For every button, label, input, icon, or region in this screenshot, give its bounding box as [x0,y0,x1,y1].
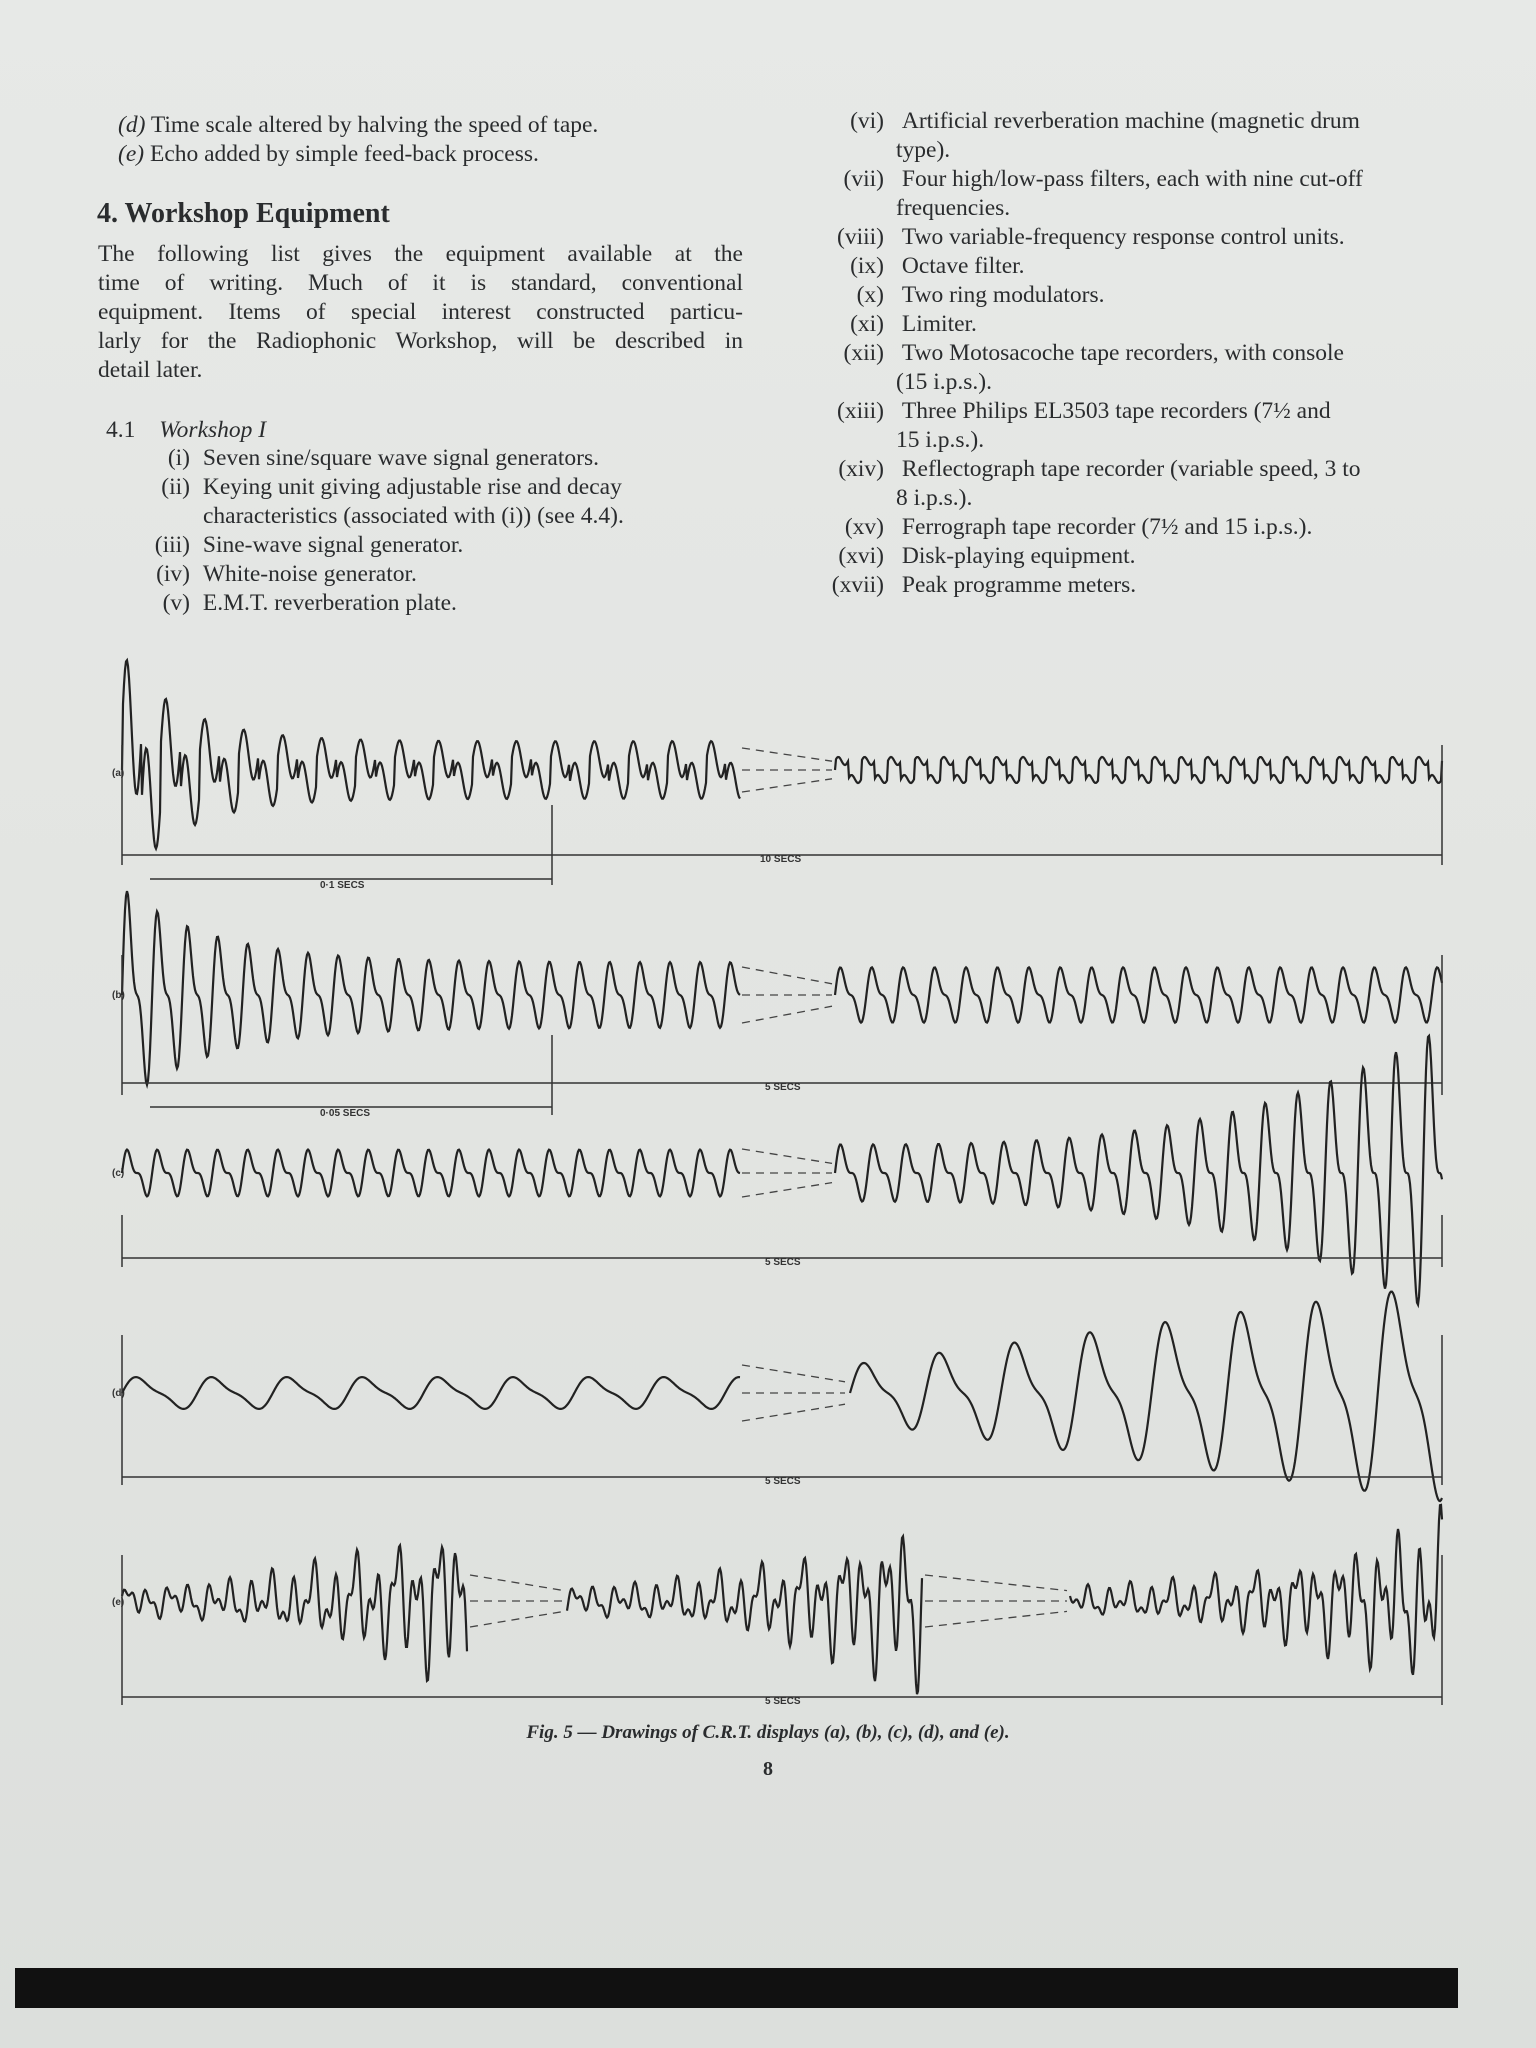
list-item [820,252,1025,281]
figure-caption: Fig. 5 — Drawings of C.R.T. displays (a), (b), (c), (d), and (e). [526,1722,1010,1743]
list-text: Keying unit giving adjustable rise and decay [202,474,622,500]
item-marker: (e) [118,141,145,167]
list-number: (iv) [156,561,190,587]
list-text: Two Motosacoche tape recorders, with console [901,340,1344,366]
waveform-trace [122,1292,1442,1502]
list-number: (viii) [837,224,884,250]
panel-label: (d) [112,1388,125,1399]
list-number: (xiv) [838,456,884,482]
list-text-continuation: 8 i.p.s.). [896,485,973,511]
list-number: (ii) [161,474,190,500]
list-number: (x) [856,282,884,308]
list-number: (xv) [844,514,884,540]
list-text: Peak programme meters. [901,572,1137,598]
page-edge-bar [15,1968,1458,2008]
subsection-number: 4.1 [106,417,136,443]
list-item [820,281,1105,310]
list-text: Four high/low-pass filters, each with nine cut-off [901,166,1363,192]
list-item [820,339,1344,368]
list-number: (v) [162,590,190,616]
crt-panel-b [112,891,1442,1119]
intro-paragraph [98,240,743,385]
list-text: Reflectograph tape recorder (variable speed, 3 to [901,456,1361,482]
short-scale-label: 0·1 SECS [320,880,365,891]
crt-panel-e [112,1505,1442,1707]
list-text: Limiter. [901,311,977,337]
intro-line: detail later. [98,357,203,383]
crt-panel-c [112,1036,1442,1305]
intro-line: time of writing. Much of it is standard, conventional [98,270,743,296]
panel-label: (e) [112,1597,125,1608]
list-text: Artificial reverberation machine (magnetic drum [901,108,1360,134]
list-number: (xvii) [831,572,884,598]
intro-line: equipment. Items of special interest constructed particu- [98,299,743,325]
list-number: (xvi) [838,543,884,569]
list-text: White-noise generator. [202,561,417,587]
list-number: (vi) [850,108,884,134]
long-scale-label: 10 SECS [760,854,802,865]
page-number: 8 [763,1758,773,1780]
list-item [820,165,1363,194]
waveform-trace [122,1505,1442,1694]
list-number: (vii) [843,166,884,192]
long-scale-label: 5 SECS [765,1476,801,1487]
crt-panel-a [112,660,1442,891]
list-item [140,473,622,502]
item-marker: (d) [118,112,146,138]
list-number: (xiii) [837,398,884,424]
long-scale-label: 5 SECS [765,1257,801,1268]
list-text-continuation: frequencies. [896,195,1011,221]
list-text: E.M.T. reverberation plate. [202,590,457,616]
intro-line: larly for the Radiophonic Workshop, will be described in [98,328,743,354]
item-e [118,140,539,169]
panel-label: (c) [112,1168,125,1179]
list-text-continuation: type). [896,137,951,163]
list-text: Octave filter. [901,253,1025,279]
list-text: Ferrograph tape recorder (7½ and 15 i.p.s.). [901,514,1313,540]
list-item [820,542,1136,571]
panel-label: (b) [112,990,125,1001]
list-text-continuation: (15 i.p.s.). [896,369,992,395]
crt-waveform-figure [112,655,1460,1715]
item-d [118,111,598,140]
list-text: Two ring modulators. [901,282,1105,308]
long-scale-label: 5 SECS [765,1082,801,1093]
list-item [820,397,1331,426]
item-text: Time scale altered by halving the speed of tape. [150,112,599,138]
list-item [820,513,1312,542]
list-item [820,310,977,339]
list-number: (ix) [850,253,884,279]
section-heading: 4. Workshop Equipment [97,198,390,229]
waveform-trace [122,660,1442,848]
subsection-heading [106,416,266,445]
list-item [140,531,463,560]
list-text: Two variable-frequency response control units. [901,224,1345,250]
list-text: Seven sine/square wave signal generators. [202,445,599,471]
subsection-title: Workshop I [159,417,267,443]
list-item [820,455,1361,484]
list-text: Disk-playing equipment. [901,543,1136,569]
list-item [140,444,599,473]
list-item [820,223,1345,252]
intro-line: The following list gives the equipment available at the [98,241,743,267]
panel-label: (a) [112,768,125,779]
list-item [820,107,1360,136]
list-number: (xi) [850,311,884,337]
item-text: Echo added by simple feed-back process. [149,141,539,167]
long-scale-label: 5 SECS [765,1696,801,1707]
crt-panel-d [112,1292,1442,1502]
list-item [140,589,457,618]
list-number: (iii) [154,532,190,558]
list-number: (xii) [843,340,884,366]
list-text-continuation: 15 i.p.s.). [896,427,985,453]
list-text: Three Philips EL3503 tape recorders (7½ and [901,398,1331,424]
waveform-trace [122,891,1442,1085]
list-text-continuation: characteristics (associated with (i)) (see 4.4). [203,503,624,529]
short-scale-label: 0·05 SECS [320,1108,371,1119]
list-text: Sine-wave signal generator. [202,532,464,558]
list-number: (i) [167,445,190,471]
list-item [140,560,417,589]
list-item [820,571,1136,600]
